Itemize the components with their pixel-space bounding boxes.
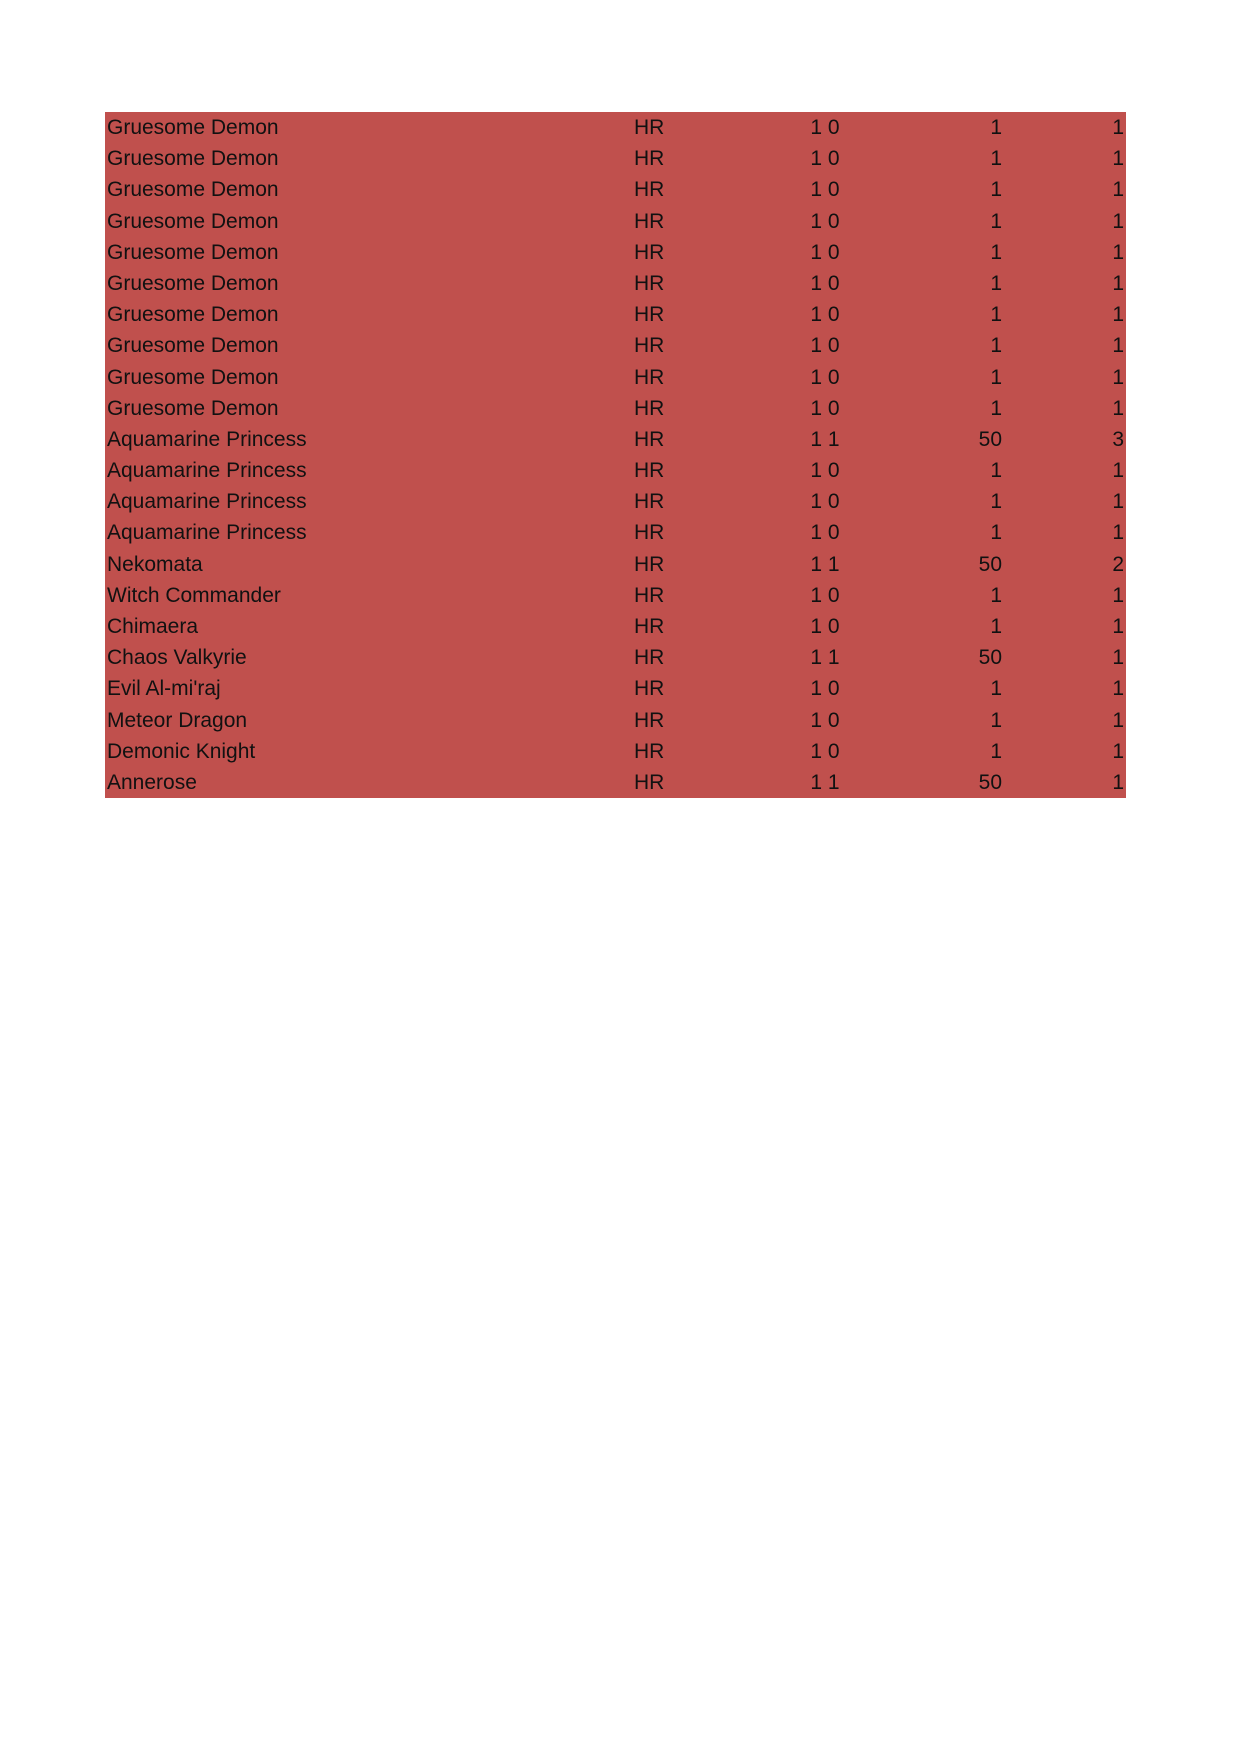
cell-rank: HR: [634, 708, 665, 732]
cell-name: Gruesome Demon: [107, 178, 279, 202]
cell-level: 1: [990, 396, 1002, 420]
cell-level: 1: [990, 490, 1002, 514]
cell-name: Aquamarine Princess: [107, 427, 307, 451]
cell-level: 1: [990, 240, 1002, 264]
cell-level: 1: [990, 521, 1002, 545]
cell-rank: HR: [634, 770, 665, 794]
cell-level: 1: [990, 677, 1002, 701]
cell-flags: 1 1: [810, 770, 840, 794]
cell-flags: 1 0: [810, 739, 840, 763]
cell-rank: HR: [634, 147, 665, 171]
cell-level: 50: [978, 770, 1002, 794]
cell-level: 1: [990, 739, 1002, 763]
table-row: [105, 642, 1126, 673]
cell-rank: HR: [634, 116, 665, 139]
cell-rank: HR: [634, 615, 665, 638]
cell-rank: HR: [634, 677, 665, 701]
table-row: [105, 517, 1126, 548]
cell-rank: HR: [634, 427, 665, 451]
table-row: [105, 486, 1126, 517]
cell-rank: HR: [634, 334, 665, 358]
cell-name: Evil Al-mi'raj: [107, 677, 221, 701]
table-row: [105, 330, 1126, 361]
cell-level: 1: [990, 209, 1002, 233]
cell-name: Demonic Knight: [107, 739, 256, 763]
cell-flags: 1 0: [810, 271, 840, 295]
cell-flags: 1 0: [810, 240, 840, 264]
table-row: [105, 174, 1126, 205]
cell-name: Aquamarine Princess: [107, 521, 307, 545]
cell-name: Gruesome Demon: [107, 334, 279, 358]
cell-count: 1: [1112, 521, 1124, 545]
cell-count: 1: [1112, 677, 1124, 701]
cell-rank: HR: [634, 521, 665, 545]
cell-level: 1: [990, 271, 1002, 295]
cell-count: 1: [1112, 147, 1124, 171]
cell-flags: 1 0: [810, 459, 840, 483]
spreadsheet-table: [105, 112, 1126, 798]
cell-name: Gruesome Demon: [107, 116, 279, 139]
cell-flags: 1 1: [810, 646, 840, 670]
cell-count: 1: [1112, 209, 1124, 233]
cell-level: 1: [990, 459, 1002, 483]
cell-flags: 1 0: [810, 147, 840, 171]
cell-count: 2: [1112, 552, 1124, 576]
cell-rank: HR: [634, 459, 665, 483]
cell-level: 1: [990, 116, 1002, 139]
cell-flags: 1 0: [810, 365, 840, 389]
cell-count: 1: [1112, 770, 1124, 794]
cell-name: Gruesome Demon: [107, 271, 279, 295]
cell-name: Gruesome Demon: [107, 365, 279, 389]
table-row: [105, 143, 1126, 174]
cell-level: 1: [990, 334, 1002, 358]
cell-count: 1: [1112, 271, 1124, 295]
cell-flags: 1 0: [810, 334, 840, 358]
cell-count: 1: [1112, 240, 1124, 264]
cell-name: Gruesome Demon: [107, 396, 279, 420]
cell-count: 1: [1112, 396, 1124, 420]
cell-name: Gruesome Demon: [107, 209, 279, 233]
table-row: [105, 424, 1126, 455]
cell-flags: 1 0: [810, 178, 840, 202]
cell-name: Meteor Dragon: [107, 708, 248, 732]
cell-count: 1: [1112, 708, 1124, 732]
cell-flags: 1 0: [810, 583, 840, 607]
cell-name: Chaos Valkyrie: [107, 646, 247, 670]
cell-name: Gruesome Demon: [107, 240, 279, 264]
table-row: [105, 299, 1126, 330]
cell-rank: HR: [634, 365, 665, 389]
cell-name: Aquamarine Princess: [107, 490, 307, 514]
table-row: [105, 455, 1126, 486]
cell-flags: 1 0: [810, 303, 840, 327]
cell-count: 1: [1112, 178, 1124, 202]
cell-count: 1: [1112, 365, 1124, 389]
cell-rank: HR: [634, 396, 665, 420]
cell-rank: HR: [634, 552, 665, 576]
cell-level: 50: [978, 646, 1002, 670]
cell-flags: 1 0: [810, 708, 840, 732]
cell-rank: HR: [634, 178, 665, 202]
cell-flags: 1 0: [810, 521, 840, 545]
table-row: [105, 767, 1126, 798]
table-row: [105, 736, 1126, 767]
cell-flags: 1 0: [810, 396, 840, 420]
table-row: [105, 705, 1126, 736]
cell-count: 1: [1112, 303, 1124, 327]
cell-level: 50: [978, 427, 1002, 451]
cell-count: 1: [1112, 490, 1124, 514]
cell-flags: 1 0: [810, 209, 840, 233]
cell-count: 1: [1112, 739, 1124, 763]
cell-count: 1: [1112, 116, 1124, 139]
cell-level: 1: [990, 303, 1002, 327]
cell-rank: HR: [634, 303, 665, 327]
cell-level: 1: [990, 178, 1002, 202]
cell-rank: HR: [634, 271, 665, 295]
cell-name: Annerose: [107, 770, 197, 794]
table-row: [105, 362, 1126, 393]
cell-name: Aquamarine Princess: [107, 459, 307, 483]
cell-rank: HR: [634, 739, 665, 763]
cell-count: 1: [1112, 583, 1124, 607]
cell-flags: 1 0: [810, 677, 840, 701]
cell-level: 1: [990, 708, 1002, 732]
cell-flags: 1 0: [810, 615, 840, 638]
table-row: [105, 393, 1126, 424]
cell-level: 1: [990, 365, 1002, 389]
table-row: [105, 268, 1126, 299]
cell-rank: HR: [634, 646, 665, 670]
cell-level: 1: [990, 147, 1002, 171]
table-row: [105, 549, 1126, 580]
cell-name: Witch Commander: [107, 583, 281, 607]
cell-name: Nekomata: [107, 552, 203, 576]
cell-flags: 1 0: [810, 116, 840, 139]
cell-count: 3: [1112, 427, 1124, 451]
cell-level: 1: [990, 615, 1002, 638]
table-row: [105, 237, 1126, 268]
table-row: [105, 580, 1126, 611]
cell-flags: 1 1: [810, 427, 840, 451]
cell-rank: HR: [634, 490, 665, 514]
table-row: [105, 611, 1126, 642]
cell-rank: HR: [634, 583, 665, 607]
cell-name: Gruesome Demon: [107, 147, 279, 171]
table-row: [105, 112, 1126, 143]
cell-count: 1: [1112, 646, 1124, 670]
cell-name: Chimaera: [107, 615, 199, 638]
cell-count: 1: [1112, 615, 1124, 638]
table-row: [105, 206, 1126, 237]
cell-rank: HR: [634, 209, 665, 233]
cell-level: 50: [978, 552, 1002, 576]
cell-flags: 1 1: [810, 552, 840, 576]
cell-rank: HR: [634, 240, 665, 264]
cell-count: 1: [1112, 334, 1124, 358]
cell-name: Gruesome Demon: [107, 303, 279, 327]
cell-level: 1: [990, 583, 1002, 607]
cell-count: 1: [1112, 459, 1124, 483]
cell-flags: 1 0: [810, 490, 840, 514]
table-row: [105, 673, 1126, 704]
